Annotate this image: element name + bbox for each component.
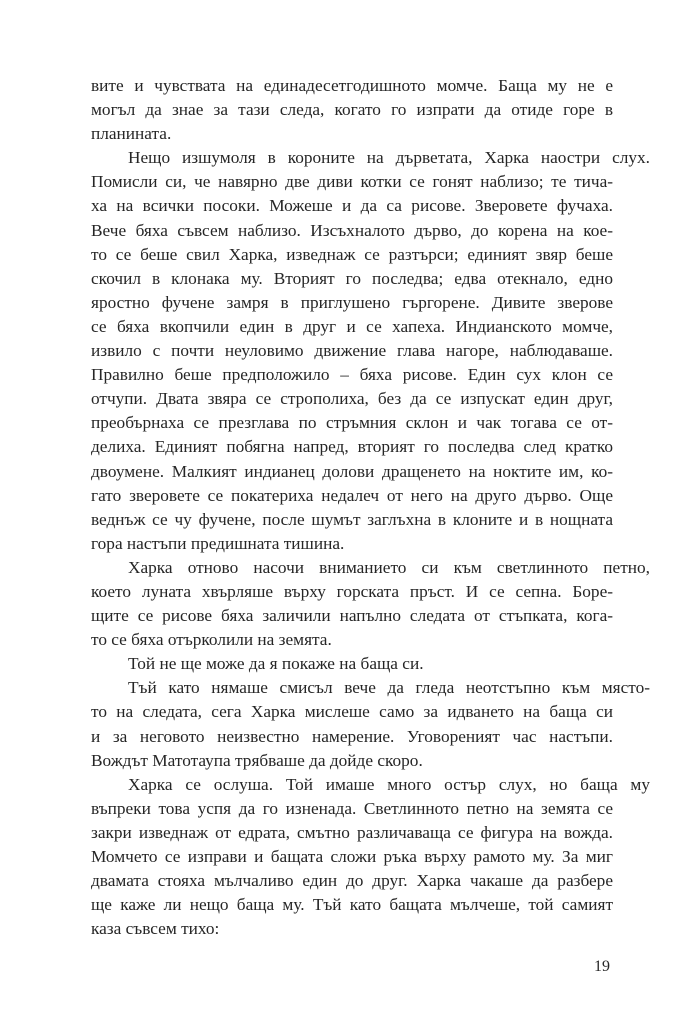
text-line-content: планината. bbox=[91, 124, 172, 144]
text-line bbox=[91, 315, 613, 339]
text-line-content: въпреки това успя да го изненада. Светлинното петно на земята се bbox=[91, 798, 613, 818]
text-line-content: двоумене. Малкият индианец долови дращенето на ноктите им, ко- bbox=[91, 461, 613, 481]
text-line bbox=[91, 98, 613, 122]
text-line bbox=[91, 339, 613, 363]
text-line-content: гора настъпи предишната тишина. bbox=[91, 533, 345, 553]
text-line bbox=[91, 676, 650, 700]
text-line-content: скочил в клонака му. Вторият го последва; едва отекнало, едно bbox=[91, 268, 613, 288]
text-line bbox=[91, 74, 613, 98]
text-line-content: Вече бяха съвсем наблизо. Изсъхналото дърво, до корена на кое- bbox=[91, 220, 613, 240]
text-line bbox=[91, 628, 613, 652]
text-line bbox=[91, 435, 613, 459]
text-line-content: могъл да знае за тази следа, когато го изпрати да отиде горе в bbox=[91, 100, 613, 120]
text-line-content: отчупи. Двата звяра се строполиха, без да се изпускат един друг, bbox=[91, 389, 613, 409]
text-line-content: Вождът Матотаупа трябваше да дойде скоро. bbox=[91, 750, 423, 770]
text-line-content: и за неговото неизвестно намерение. Уговореният час настъпи. bbox=[91, 726, 613, 746]
text-line bbox=[91, 797, 613, 821]
text-line bbox=[91, 363, 613, 387]
text-line bbox=[91, 556, 650, 580]
text-line bbox=[91, 725, 613, 749]
text-line-content: което луната хвърляше върху горската пръст. И се сепна. Боре- bbox=[91, 581, 613, 601]
text-line bbox=[91, 532, 613, 556]
text-line bbox=[91, 219, 613, 243]
text-line-content: Той не ще може да я покаже на баща си. bbox=[128, 654, 424, 674]
text-line bbox=[91, 411, 613, 435]
text-line-content: каза съвсем тихо: bbox=[91, 919, 220, 939]
text-line-content: веднъж се чу фучене, после шумът заглъхна в клоните и в нощната bbox=[91, 509, 613, 529]
text-line-content: яростно фучене замря в приглушено гъргорене. Дивите зверове bbox=[91, 292, 613, 312]
text-line bbox=[91, 773, 650, 797]
text-line bbox=[91, 821, 613, 845]
text-line bbox=[91, 243, 613, 267]
text-line bbox=[91, 460, 613, 484]
text-line bbox=[91, 170, 613, 194]
text-line-content: закри изведнаж от едрата, смътно различаваща се фигура на вожда. bbox=[91, 822, 613, 842]
text-line-content: Момчето се изправи и бащата сложи ръка върху рамото му. За миг bbox=[91, 847, 613, 866]
text-line bbox=[91, 580, 613, 604]
text-line-content: Тъй като нямаше смисъл вече да гледа неотстъпно към място- bbox=[128, 678, 650, 698]
body-text bbox=[91, 74, 650, 941]
text-line bbox=[91, 604, 613, 628]
text-line bbox=[91, 122, 613, 146]
text-line bbox=[91, 194, 613, 218]
text-line bbox=[91, 893, 613, 917]
text-line bbox=[91, 700, 613, 724]
text-line-content: ха на всички посоки. Можеше и да са рисове. Зверовете фучаха. bbox=[91, 196, 613, 216]
text-line-content: извило с почти неуловимо движение глава нагоре, наблюдаваше. bbox=[91, 341, 613, 361]
text-line bbox=[91, 845, 613, 869]
text-line-content: то се бяха отърколили на земята. bbox=[91, 630, 332, 650]
text-line-content: Помисли си, че навярно две диви котки се гонят наблизо; те тича- bbox=[91, 172, 613, 192]
text-line bbox=[91, 387, 613, 411]
text-line-content: ще каже ли нещо баща му. Тъй като бащата мълчеше, той самият bbox=[91, 895, 613, 915]
text-line-content: Правилно беше предположило – бяха рисове. Един сух клон се bbox=[91, 365, 613, 385]
text-line-content: се бяха вкопчили един в друг и се хапеха. Индианското момче, bbox=[91, 316, 613, 336]
text-line bbox=[91, 652, 613, 676]
text-line-content: Харка се ослуша. Той имаше много остър слух, но баща му bbox=[128, 774, 650, 794]
text-line-content: Нещо изшумоля в короните на дърветата, Харка наостри слух. bbox=[128, 148, 650, 168]
text-line-content: вите и чувствата на единадесетгодишното момче. Баща му не е bbox=[91, 76, 613, 95]
text-line-content: делиха. Единият побягна напред, вторият го последва след кратко bbox=[91, 437, 613, 457]
text-line-content: гато зверовете се покатериха недалеч от него на друго дърво. Още bbox=[91, 485, 613, 505]
text-line bbox=[91, 267, 613, 291]
text-line bbox=[91, 291, 613, 315]
text-line-content: двамата стояха мълчаливо един до друг. Харка чакаше да разбере bbox=[91, 871, 613, 891]
text-line bbox=[91, 869, 613, 893]
text-line bbox=[91, 484, 613, 508]
text-line-content: Харка отново насочи вниманието си към светлинното петно, bbox=[128, 557, 650, 577]
text-line bbox=[91, 508, 613, 532]
text-line bbox=[91, 749, 613, 773]
page-number: 19 bbox=[594, 958, 610, 975]
text-line-content: то на следата, сега Харка мислеше само за идването на баща си bbox=[91, 702, 613, 722]
text-line-content: преобърнаха се презглава по стръмния склон и чак тогава се от- bbox=[91, 413, 613, 433]
text-line-content: то се беше свил Харка, изведнаж се разтърси; единият звяр беше bbox=[91, 244, 613, 264]
text-line bbox=[91, 146, 650, 170]
text-line bbox=[91, 917, 613, 941]
text-line-content: щите се рисове бяха заличили напълно следата от стъпката, кога- bbox=[91, 606, 613, 626]
